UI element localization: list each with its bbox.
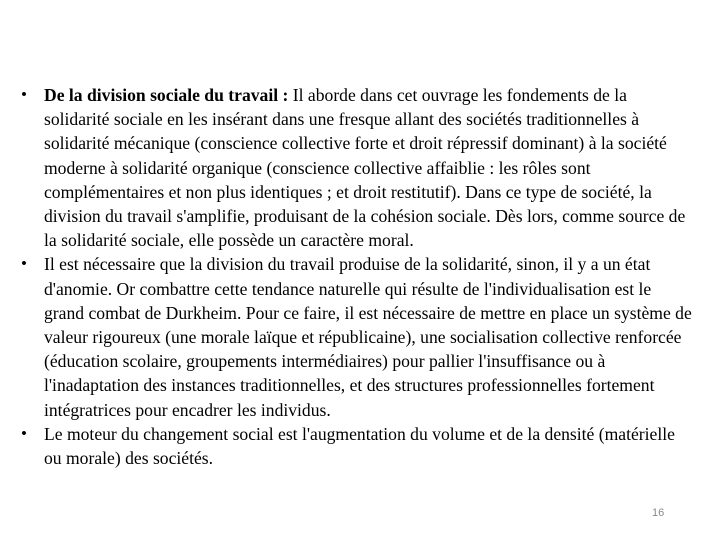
bullet-icon: • [21, 424, 27, 442]
bullet-changement-social [14, 422, 694, 470]
bullet-icon: • [21, 255, 27, 273]
bullet-anomie [14, 252, 694, 421]
bullet-list [14, 83, 694, 470]
slide-number: 16 [652, 507, 665, 519]
bullet-text: Il est nécessaire que la division du travail produise de la solidarité, sinon, il y a un état d'anomie. Or combattre cette tendance naturelle qui résulte de l'individualisation est le grand combat de Durkheim. Pour ce faire, il est nécessaire de mettre en place un système de valeur rigoureux (une morale laïque et républicaine), une socialisation collective renforcée (éducation scolaire, groupements intermédiaires) pour pallier l'insuffisance ou à l'inadaptation des instances traditionnelles, et des structures professionnelles fortement intégratrices pour encadrer les individus. [44, 254, 692, 420]
bullet-division-sociale [14, 83, 694, 252]
bullet-icon: • [21, 86, 27, 103]
bullet-term: De la division sociale du travail : [44, 85, 289, 105]
bullet-text: Il aborde dans cet ouvrage les fondements de la solidarité sociale en les insérant dans une fresque allant des sociétés traditionnelles à solidarité mécanique (conscience collective forte et droit répressif dominant) à la société moderne à solidarité organique (conscience collective affaiblie : les rôles sont complémentaires et non plus identiques ; et droit restitutif). Dans ce type de société, la division du travail s'amplifie, produisant de la cohésion sociale. Dès lors, comme source de la solidarité sociale, elle possède un caractère moral. [44, 85, 686, 251]
slide-body [14, 83, 694, 470]
bullet-text: Le moteur du changement social est l'augmentation du volume et de la densité (matérielle ou morale) des sociétés. [44, 423, 675, 469]
